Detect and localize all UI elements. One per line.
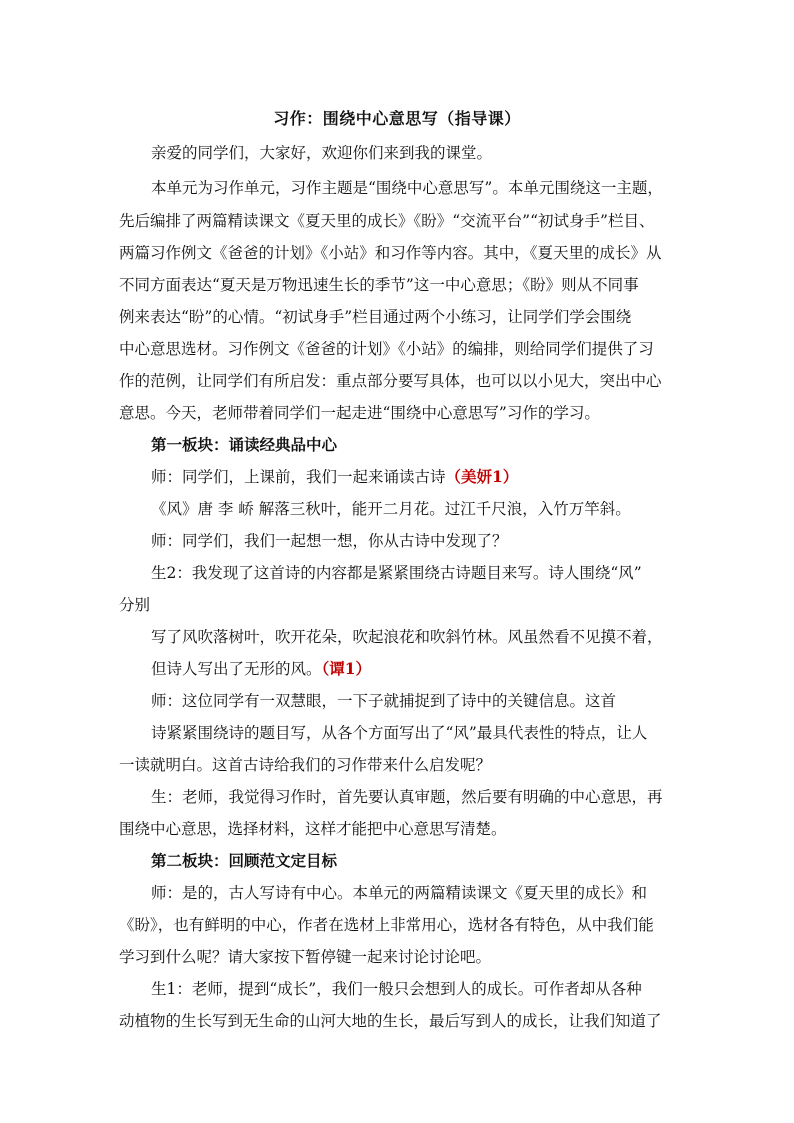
paragraph-line: 写了风吹落树叶，吹开花朵，吹起浪花和吹斜竹林。风虽然看不见摸不着，: [151, 628, 663, 646]
paragraph-line: 围绕中心意思，选择材料，这样才能把中心意思写清楚。: [119, 820, 507, 838]
paragraph-line: 先后编排了两篇精读课文《夏天里的成长》《盼》“交流平台”“初试身手”栏目、: [119, 212, 655, 230]
paragraph-line: 师：同学们，我们一起想一想，你从古诗中发现了？: [151, 532, 508, 550]
paragraph-line: 生1：老师，提到“成长”，我们一般只会想到人的成长。可作者却从各种: [151, 980, 642, 998]
paragraph-line: 生：老师，我觉得习作时，首先要认真审题，然后要有明确的中心意思，再: [151, 788, 663, 806]
paragraph-line: 动植物的生长写到无生命的山河大地的生长，最后写到人的成长，让我们知道了: [119, 1012, 662, 1030]
poem-line: 《风》唐 李 峤 解落三秋叶，能开二月花。过江千尺浪，入竹万竿斜。: [151, 500, 631, 518]
paragraph-line: 《盼》，也有鲜明的中心，作者在选材上非常用心，选材各有特色，从中我们能: [119, 916, 654, 934]
paragraph-line: 分别: [119, 596, 151, 614]
document-title: 习作：围绕中心意思写（指导课）: [273, 109, 521, 128]
paragraph-line: 学习到什么呢？请大家按下暂停键一起来讨论讨论吧。: [119, 948, 492, 966]
section-heading-1: 第一板块：诵读经典品中心: [151, 435, 338, 454]
teacher-line-text: 师：同学们，上课前，我们一起来诵读古诗: [151, 468, 446, 486]
paragraph-line: [151, 467, 518, 487]
paragraph-line: 师：这位同学有一双慧眼，一下子就捕捉到了诗中的关键信息。这首: [151, 692, 617, 710]
paragraph-line: 两篇习作例文《爸爸的计划》《小站》和习作等内容。其中，《夏天里的成长》从: [119, 244, 662, 262]
paragraph-line: 作的范例，让同学们有所启发：重点部分要写具体，也可以以小见大，突出中心: [119, 372, 662, 390]
student-line-text: 但诗人写出了无形的风。: [151, 660, 322, 678]
paragraph-line: 师：是的，古人写诗有中心。本单元的两篇精读课文《夏天里的成长》和: [151, 884, 648, 902]
paragraph-line: 一读就明白。这首古诗给我们的习作带来什么启发呢？: [119, 756, 492, 774]
paragraph-line: 亲爱的同学们，大家好，欢迎你们来到我的课堂。: [151, 144, 493, 162]
paragraph-line: 本单元为习作单元，习作主题是“围绕中心意思写”。本单元围绕这一主题，: [151, 179, 663, 197]
section-heading-2: 第二板块：回顾范文定目标: [151, 851, 338, 870]
annotation-mark: （美妍1）: [445, 467, 519, 486]
paragraph-line: 诗紧紧围绕诗的题目写，从各个方面写出了“风”最具代表性的特点，让人: [151, 724, 648, 742]
paragraph-line: [151, 659, 371, 679]
paragraph-line: 例来表达“盼”的心情。“初试身手”栏目通过两个小练习，让同学们学会围绕: [119, 308, 632, 326]
annotation-mark: （谭1）: [321, 659, 372, 678]
paragraph-line: 意思。今天，老师带着同学们一起走进“围绕中心意思写”习作的学习。: [119, 404, 600, 422]
paragraph-line: 不同方面表达“夏天是万物迅速生长的季节”这一中心意思；《盼》则从不同事: [119, 276, 639, 294]
paragraph-line: 生2：我发现了这首诗的内容都是紧紧围绕古诗题目来写。诗人围绕“风”: [151, 564, 642, 582]
paragraph-line: 中心意思选材。习作例文《爸爸的计划》《小站》的编排，则给同学们提供了习: [119, 340, 654, 358]
